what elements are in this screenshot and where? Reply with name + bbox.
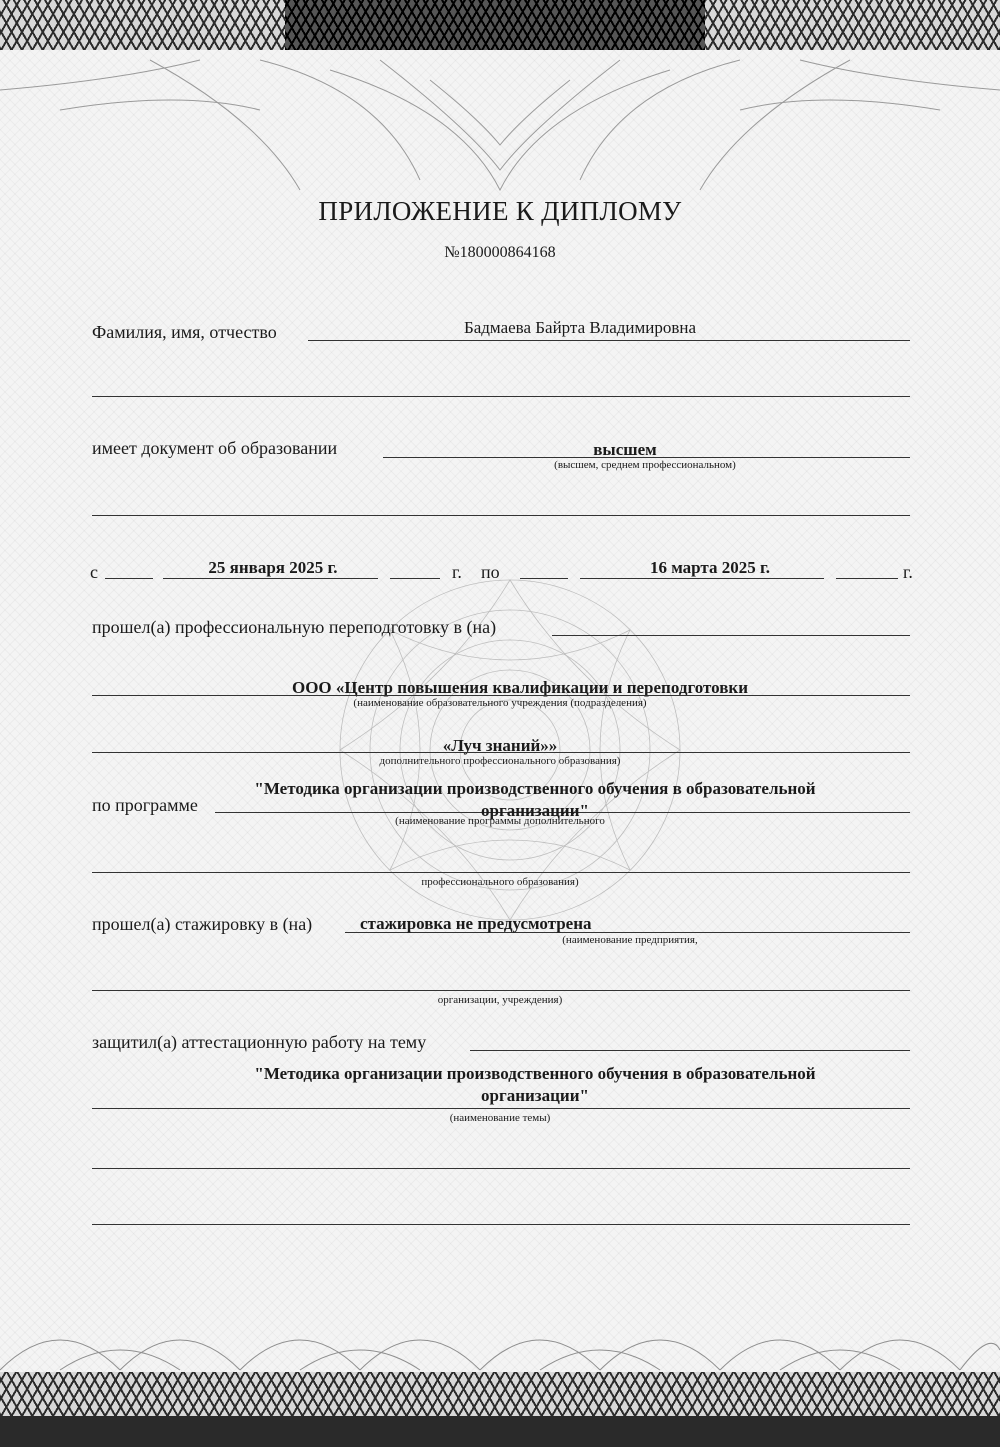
bottom-guilloche-border — [0, 1372, 1000, 1416]
retraining-line — [552, 635, 910, 636]
institution-underline-2 — [92, 752, 910, 753]
institution-hint-1: (наименование образовательного учреждения (подразделения) — [353, 697, 647, 709]
program-value: "Методика организации производственного обучения в образовательной организации" — [254, 779, 816, 820]
bottom-dark-strip — [0, 1416, 1000, 1447]
fio-line-2 — [92, 396, 910, 397]
internship-line-2 — [92, 990, 910, 991]
fio-line — [308, 340, 910, 341]
date-to-year-line — [836, 578, 898, 579]
education-label: имеет документ об образовании — [92, 438, 338, 458]
thesis-line — [470, 1050, 910, 1051]
date-from-value: 25 января 2025 г. — [208, 558, 338, 577]
top-guilloche-border — [0, 0, 1000, 50]
program-label: по программе — [92, 795, 198, 815]
internship-hint-1: (наименование предприятия, — [562, 934, 698, 946]
year-suffix-1: г. — [452, 562, 462, 582]
date-from-prefix: с — [90, 562, 98, 582]
date-to-prefix: по — [481, 562, 500, 582]
document-number: №180000864168 — [444, 244, 556, 261]
thesis-value: "Методика организации производственного обучения в образовательной организации" — [254, 1064, 816, 1105]
internship-label: прошел(а) стажировку в (на) — [92, 914, 313, 934]
institution-line-2: «Луч знаний»» — [442, 736, 558, 755]
program-hint-2: профессионального образования) — [421, 876, 579, 888]
thesis-label: защитил(а) аттестационную работу на тему — [92, 1032, 427, 1052]
education-line-2 — [92, 515, 910, 516]
document-title: ПРИЛОЖЕНИЕ К ДИПЛОМУ — [318, 196, 682, 226]
thesis-line-3 — [92, 1168, 910, 1169]
retraining-label: прошел(а) профессиональную переподготовку в (на) — [92, 617, 497, 637]
year-suffix-2: г. — [903, 562, 913, 582]
date-to-value: 16 марта 2025 г. — [649, 558, 771, 577]
institution-line-1: ООО «Центр повышения квалификации и переподготовки — [291, 678, 749, 697]
top-guilloche-center — [285, 0, 705, 50]
date-to-day-line — [520, 578, 568, 579]
date-from-year-line — [390, 578, 440, 579]
bottom-ornament — [0, 1300, 1000, 1372]
institution-underline-1 — [92, 695, 910, 696]
internship-value: стажировка не предусмотрена — [360, 914, 592, 933]
date-to-line — [580, 578, 824, 579]
institution-hint-2: дополнительного профессионального образования) — [379, 755, 621, 767]
date-from-day-line — [105, 578, 153, 579]
thesis-hint: (наименование темы) — [449, 1112, 551, 1124]
program-line-2 — [92, 872, 910, 873]
program-hint-1: (наименование программы дополнительного — [395, 815, 605, 827]
fio-value: Бадмаева Байрта Владимировна — [463, 318, 697, 337]
internship-hint-2: организации, учреждения) — [437, 994, 563, 1006]
thesis-line-4 — [92, 1224, 910, 1225]
education-value: высшем — [593, 440, 657, 459]
education-hint: (высшем, среднем профессиональном) — [554, 459, 736, 471]
thesis-line-2 — [92, 1108, 910, 1109]
top-ornament — [0, 50, 1000, 200]
date-from-line — [163, 578, 378, 579]
fio-label: Фамилия, имя, отчество — [92, 322, 277, 342]
